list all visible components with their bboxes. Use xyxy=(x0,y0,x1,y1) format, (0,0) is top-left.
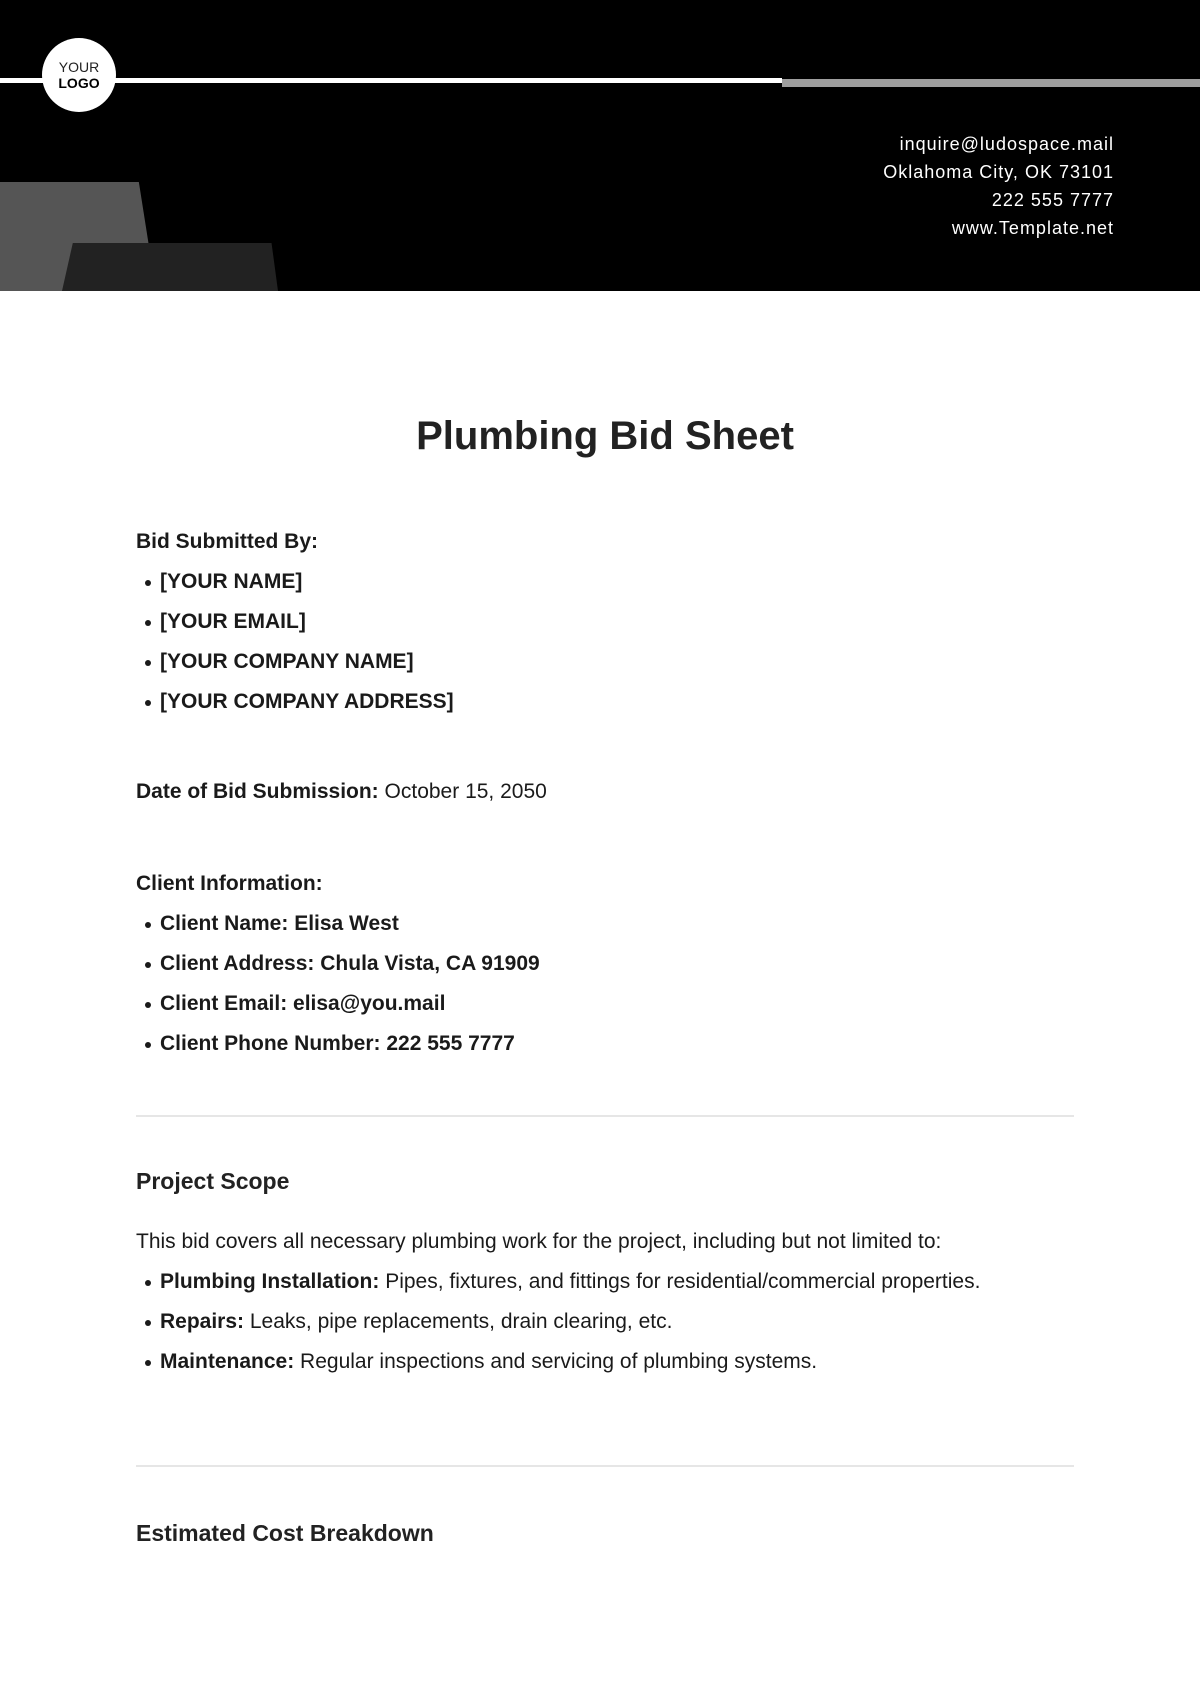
project-scope-list xyxy=(136,1262,1074,1382)
client-info-label: Client Information: xyxy=(136,872,323,895)
project-scope-section xyxy=(136,1222,1074,1382)
submission-date xyxy=(136,780,547,804)
logo-text-bottom: LOGO xyxy=(58,75,100,91)
header-accent-line xyxy=(782,79,1200,87)
bid-submitted-label: Bid Submitted By: xyxy=(136,530,318,553)
scope-text: Pipes, fixtures, and fittings for residential/commercial properties. xyxy=(385,1270,981,1293)
scope-text: Leaks, pipe replacements, drain clearing, etc. xyxy=(249,1310,673,1333)
submission-date-label: Date of Bid Submission: xyxy=(136,780,379,803)
list-item xyxy=(136,1302,1074,1342)
project-scope-intro: This bid covers all necessary plumbing work for the project, including but not limited to: xyxy=(136,1230,942,1253)
list-item: Client Address: Chula Vista, CA 91909 xyxy=(136,944,540,984)
contact-email: inquire@ludospace.mail xyxy=(899,134,1114,154)
page-title: Plumbing Bid Sheet xyxy=(416,414,794,458)
list-item: [YOUR NAME] xyxy=(136,562,454,602)
cost-breakdown-heading: Estimated Cost Breakdown xyxy=(136,1520,434,1546)
list-item: [YOUR EMAIL] xyxy=(136,602,454,642)
company-logo xyxy=(42,38,116,112)
scope-text: Regular inspections and servicing of plumbing systems. xyxy=(300,1350,818,1373)
submission-date-value: October 15, 2050 xyxy=(384,780,547,803)
header-divider-line xyxy=(0,78,782,83)
scope-term: Repairs: xyxy=(160,1310,245,1333)
scope-term: Plumbing Installation: xyxy=(160,1270,380,1293)
logo-text-top: YOUR xyxy=(58,59,100,75)
list-item xyxy=(136,1262,1074,1302)
project-scope-heading: Project Scope xyxy=(136,1168,290,1194)
list-item: Client Phone Number: 222 555 7777 xyxy=(136,1024,540,1064)
scope-term: Maintenance: xyxy=(160,1350,295,1373)
section-divider xyxy=(136,1115,1074,1117)
list-item: Client Email: elisa@you.mail xyxy=(136,984,540,1024)
contact-info xyxy=(883,130,1114,242)
bid-submitted-section xyxy=(136,530,454,722)
bid-submitted-list xyxy=(136,562,454,722)
list-item: [YOUR COMPANY NAME] xyxy=(136,642,454,682)
list-item: [YOUR COMPANY ADDRESS] xyxy=(136,682,454,722)
decorative-shape xyxy=(62,243,278,291)
contact-phone: 222 555 7777 xyxy=(991,190,1114,210)
header-banner xyxy=(0,0,1200,291)
contact-website: www.Template.net xyxy=(951,218,1114,238)
client-info-list xyxy=(136,904,540,1064)
contact-address: Oklahoma City, OK 73101 xyxy=(883,162,1114,182)
section-divider xyxy=(136,1465,1074,1467)
document-body xyxy=(136,410,1074,1546)
list-item: Client Name: Elisa West xyxy=(136,904,540,944)
client-info-section xyxy=(136,872,540,1064)
list-item xyxy=(136,1342,1074,1382)
